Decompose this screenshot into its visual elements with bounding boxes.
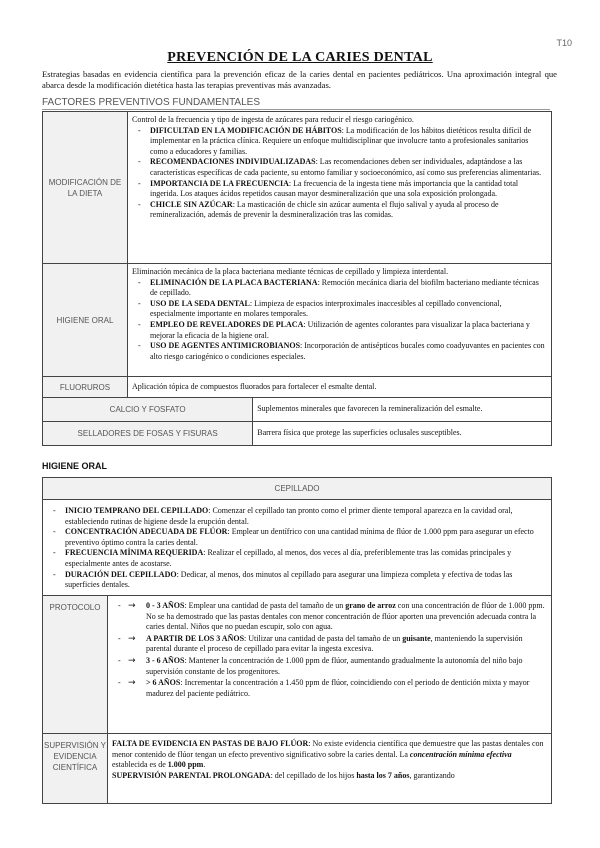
higiene-content — [128, 264, 552, 377]
cepillado-content — [43, 500, 552, 596]
cepillado-header: CEPILLADO — [43, 478, 552, 500]
calcio-content: Suplementos minerales que favorecen la remineralización del esmalte. — [253, 398, 552, 422]
section-heading-higiene: HIGIENE ORAL — [42, 461, 108, 471]
list-item: - FRECUENCIA MÍNIMA REQUERIDA: Realizar el cepillado, al menos, dos veces al día, preferiblemente tras las comidas principales y especialmente antes de acostarse. — [47, 548, 545, 569]
list-item: - USO DE AGENTES ANTIMICROBIANOS: Incorporación de antisépticos bucales como coadyuvantes en pacientes con alto riesgo cariogénico o condiciones especiales. — [132, 341, 545, 362]
factores-table — [42, 111, 552, 446]
supervision-paragraph-1: FALTA DE EVIDENCIA EN PASTAS DE BAJO FLÚOR: No existe evidencia científica que demuestre que las pastas dentales con menor contenido de flúor tengan un efecto preventivo significativo sobre la caries dental. La concentración mínima efectiva establecida es de 1.000 ppm. — [112, 739, 544, 770]
list-item: - → 3 - 6 AÑOS: Mantener la concentración de 1.000 ppm de flúor, aumentando gradualmente la autonomía del niño bajo supervisión constante de los progenitores. — [112, 656, 545, 677]
protocolo-content — [108, 596, 552, 734]
fluoruros-content: Aplicación tópica de compuestos fluorados para fortalecer el esmalte dental. — [128, 377, 552, 398]
selladores-label: SELLADORES DE FOSAS Y FISURAS — [43, 422, 253, 446]
arrow-icon: - → — [128, 633, 136, 644]
protocolo-label: PROTOCOLO — [43, 596, 108, 734]
list-item: - ELIMINACIÓN DE LA PLACA BACTERIANA: Remoción mecánica diaria del biofilm bacteriano mediante técnicas de cepillado. — [132, 278, 545, 299]
list-item: - → A PARTIR DE LOS 3 AÑOS: Utilizar una cantidad de pasta del tamaño de un guisante, manteniendo la supervisión parental durante el proceso de cepillado para evitar la ingesta excesiva. — [112, 634, 545, 655]
section-heading-factores: FACTORES PREVENTIVOS FUNDAMENTALES — [42, 96, 550, 110]
dieta-label: MODIFICACIÓN DE LA DIETA — [43, 112, 128, 264]
fluoruros-label: FLUORUROS — [43, 377, 128, 398]
list-item: - → 0 - 3 AÑOS: Emplear una cantidad de pasta del tamaño de un grano de arroz con una concentración de flúor de 1.000 ppm. No se ha demostrado que las pastas dentales con menor concentración de flúor aporten una prevención adecuada contra la caries dental. Niños que no puedan escupir, solo con agua. — [112, 601, 545, 633]
arrow-icon: - → — [128, 655, 136, 666]
list-item: - INICIO TEMPRANO DEL CEPILLADO: Comenzar el cepillado tan pronto como el primer diente temporal aparezca en la cavidad oral, estableciendo rutinas de higiene desde la erupción dental. — [47, 506, 545, 527]
selladores-content: Barrera física que protege las superficies oclusales susceptibles. — [253, 422, 552, 446]
list-item: - IMPORTANCIA DE LA FRECUENCIA: La frecuencia de la ingesta tiene más importancia que la cantidad total ingerida. Los ataques ácidos repetidos causan mayor desmineralización que una sola exposición prolongada. — [132, 179, 545, 200]
intro-paragraph: Estrategias basadas en evidencia científica para la prevención eficaz de la caries dental en pacientes pediátricos. Una aproximación integral que abarca desde la modificación dietética hasta las terapias preventivas más avanzadas. — [42, 69, 557, 90]
page-tag: T10 — [556, 38, 572, 48]
list-item: - DIFICULTAD EN LA MODIFICACIÓN DE HÁBITOS: La modificación de los hábitos dietéticos resulta difícil de implementar en la práctica clínica. Requiere un enfoque multidisciplinar que involucre tanto a profesionales sanitarios como a educadores y familias. — [132, 126, 545, 158]
supervision-paragraph-2: SUPERVISIÓN PARENTAL PROLONGADA: del cepillado de los hijos hasta los 7 años, garantizando — [112, 770, 455, 780]
page-title: PREVENCIÓN DE LA CARIES DENTAL — [167, 50, 433, 65]
dieta-intro: Control de la frecuencia y tipo de ingesta de azúcares para reducir el riesgo cariogénico. — [132, 115, 414, 124]
list-item: - USO DE LA SEDA DENTAL: Limpieza de espacios interproximales inaccesibles al cepillado convencional, especialmente importante en molares temporales. — [132, 299, 545, 320]
dieta-content — [128, 112, 552, 264]
higiene-table — [42, 477, 552, 804]
arrow-icon: - → — [128, 678, 136, 689]
list-item: - RECOMENDACIONES INDIVIDUALIZADAS: Las recomendaciones deben ser individuales, adaptándose a las características específicas de cada paciente, su entorno familiar y socioeconómico, así como sus preferencias alimentarias. — [132, 157, 545, 178]
arrow-icon: - → — [128, 601, 136, 611]
list-item: - CONCENTRACIÓN ADECUADA DE FLÚOR: Emplear un dentífrico con una cantidad mínima de flúor de 1.000 ppm para asegurar un efecto preventivo óptimo contra la caries dental. — [47, 527, 545, 548]
list-item: - DURACIÓN DEL CEPILLADO: Dedicar, al menos, dos minutos al cepillado para asegurar una limpieza completa y efectiva de todas las superficies dentales. — [47, 570, 545, 591]
higiene-label: HIGIENE ORAL — [43, 264, 128, 377]
supervision-label: SUPERVISIÓN Y EVIDENCIA CIENTÍFICA — [43, 734, 108, 804]
calcio-label: CALCIO Y FOSFATO — [43, 398, 253, 422]
list-item: - → > 6 AÑOS: Incrementar la concentración a 1.450 ppm de flúor, coincidiendo con el periodo de dentición mixta y mayor madurez del paciente pediátrico. — [112, 678, 545, 699]
supervision-content — [108, 734, 552, 804]
higiene-intro: Eliminación mecánica de la placa bacteriana mediante técnicas de cepillado y limpieza interdental. — [132, 267, 449, 276]
list-item: - EMPLEO DE REVELADORES DE PLACA: Utilización de agentes colorantes para visualizar la placa bacteriana y mejorar la eficacia de la higiene oral. — [132, 320, 545, 341]
list-item: - CHICLE SIN AZÚCAR: La masticación de chicle sin azúcar aumenta el flujo salival y ayuda al proceso de remineralización, además de prevenir la desmineralización tras las comidas. — [132, 200, 545, 221]
